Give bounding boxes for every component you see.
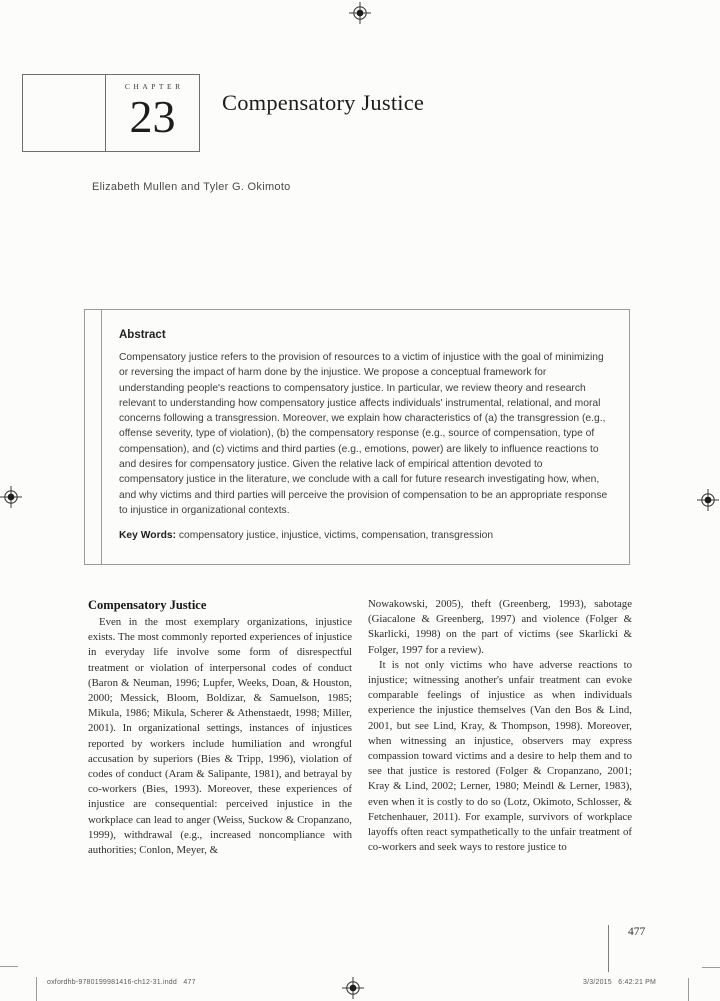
author-byline: Elizabeth Mullen and Tyler G. Okimoto (92, 181, 291, 193)
chapter-box-number-cell (106, 75, 199, 151)
chapter-title: Compensatory Justice (222, 90, 425, 115)
abstract-body: Compensatory justice refers to the provision of resources to a victim of injustice with the goal of minimizing or reversing the impact of harm done by the injustice. We propose a conceptual framework for understanding people's reactions to compensatory justice. In particular, we review theory and research relevant to understanding how compensatory justice affects individuals' instrumental, relational, and moral concerns following a transgression. Moreover, we explain how characteristics of (a) the transgression (e.g., offense severity, type of violation), (b) the compensatory response (e.g., source of compensation, type of compensation), and (c) victims and third parties (e.g., emotions, power) are likely to influence reactions to and desires for compensatory justice. Given the relative lack of empirical attention devoted to compensatory justice in the literature, we conclude with a call for future research investigating how, when, and why victims and third parties will perceive the provision of compensation to be an appropriate response to injustice in organizational contexts. (119, 352, 608, 516)
body-column-right (368, 597, 632, 855)
crop-mark (36, 977, 37, 1001)
keywords-label: Key Words: (119, 530, 177, 542)
body-paragraph: It is not only victims who have adverse reactions to injustice; witnessing another's unfair treatment can evoke comparable feelings of injustice as when individuals experience the injustice themselves (Van den Bos & Lind, 2001, but see Lind, Kray, & Thompson, 1998). Moreover, when witnessing an injustice, observers may express compassion toward victims and a desire to help them and to see that justice is restored (Folger & Cropanzano, 2001; Kray & Lind, 2002; Lerner, 1980; Meindl & Lerner, 1983), even when it is costly to do so (Lotz, Okimoto, Schlosser, & Fetchenhauer, 2011). For example, survivors of workplace layoffs often react sympathetically to the unfair treatment of co-workers and seek ways to restore justice to (368, 658, 632, 854)
chapter-box-empty-cell (23, 75, 106, 151)
crop-mark (702, 967, 720, 968)
body-paragraph: Nowakowski, 2005), theft (Greenberg, 1993), sabotage (Giacalone & Greenberg, 1997) and violence (Folger & Skarlicki, 1998) on the part of victims (see Skarlicki & Folger, 1997 for a review). (368, 598, 632, 656)
folio-rule (608, 925, 609, 972)
section-heading: Compensatory Justice (88, 598, 207, 612)
abstract-content (119, 329, 609, 543)
abstract-keywords (119, 528, 609, 543)
crop-mark (688, 978, 689, 1001)
abstract-heading: Abstract (119, 329, 166, 341)
chapter-number: 23 (129, 91, 176, 142)
abstract-box-inner-rule (101, 310, 102, 564)
chapter-number-box (22, 74, 200, 152)
body-column-left (88, 597, 352, 858)
registration-mark-icon (349, 2, 371, 24)
chapter-label: CHAPTER (124, 82, 184, 91)
registration-mark-icon (697, 489, 719, 511)
abstract-box (84, 309, 630, 565)
footer-print-slug: oxfordhb-9780199981416-ch12-31.indd 477 (47, 979, 196, 986)
footer-print-datetime: 3/3/2015 6:42:21 PM (583, 979, 657, 986)
keywords-text: compensatory justice, injustice, victims, compensation, transgression (178, 530, 494, 542)
page-number: 477 (628, 926, 646, 938)
body-paragraph: Even in the most exemplary organizations, injustice exists. The most commonly reported experiences of injustice in everyday life involve some form of disrespectful treatment or violation of interpersonal codes of conduct (Baron & Neuman, 1996; Lupfer, Weeks, Doan, & Houston, 2000; Messick, Bloom, Boldizar, & Samuelson, 1985; Mikula, 1986; Mikula, Scherer & Athenstaedt, 1998; Miller, 2001). In organizational settings, instances of injustices reported by workers include humiliation and wrongful accusation by superiors (Bies & Tripp, 1996), violation of codes of conduct (Aram & Salipante, 1981), and betrayal by co-workers (Bies, 1993). Moreover, these experiences of injustice are consequential: perceived injustice in the workplace can lead to anger (Weiss, Suckow & Cropanzano, 1999), withdrawal (e.g., increased noncompliance with authorities; Conlon, Meyer, & (88, 616, 352, 857)
registration-mark-icon (342, 977, 364, 999)
crop-mark (0, 966, 18, 967)
registration-mark-icon (0, 486, 22, 508)
